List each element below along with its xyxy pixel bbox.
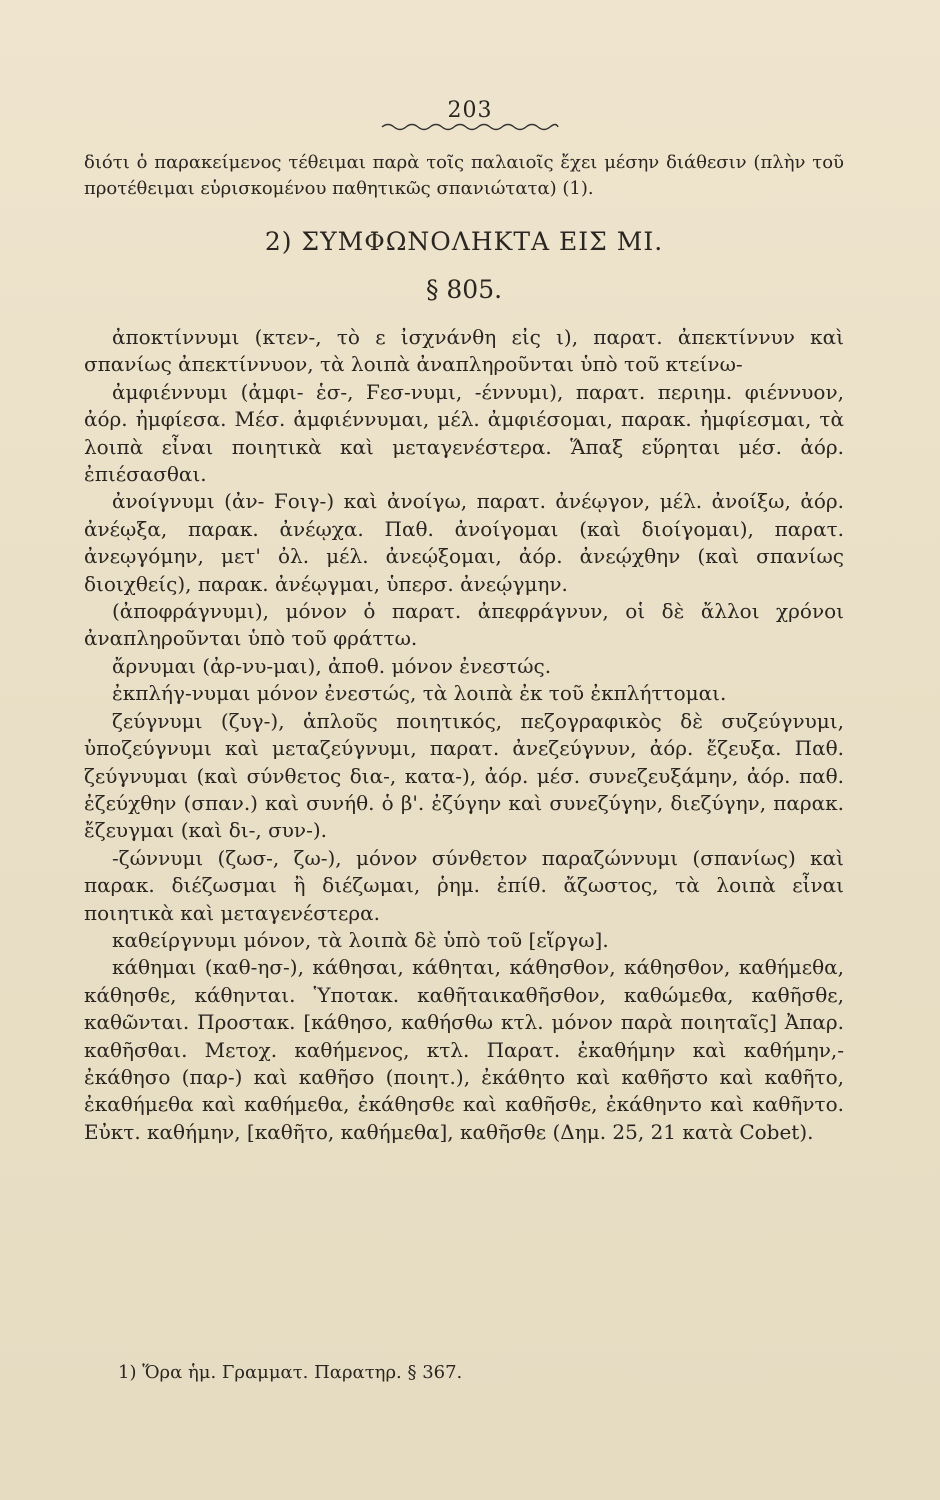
footnote: 1) Ὅρα ἡμ. Γραμματ. Παρατηρ. § 367.: [118, 1362, 463, 1383]
entry-apophragnymi: (ἀποφράγνυμι), μόνον ὁ παρατ. ἀπεφράγνυν, οἱ δὲ ἄλλοι χρόνοι ἀναπληροῦνται ὑπὸ τοῦ φράττω.: [84, 599, 844, 651]
entry-katheirgnymi: καθείργνυμι μόνον, τὰ λοιπὰ δὲ ὑπὸ τοῦ [εἵργω].: [112, 927, 609, 952]
entry-kathemai: κάθημαι (καθ-ησ-), κάθησαι, κάθηται, κάθησθον, κάθησθον, καθήμεθα, κάθησθε, κάθηνται. Ὑποτακ. καθῆταικαθῆσθον, καθώμεθα, καθῆσθε, καθῶνται. Προστακ. [κάθησο, καθήσθω κτλ. μόνον παρὰ ποιηταῖς] Ἀπαρ. καθῆσθαι. Μετοχ. καθήμενος, κτλ. Παρατ. ἐκαθήμην καὶ καθήμην,- ἐκάθησο (παρ-) καὶ καθῆσο (ποιητ.), ἐκάθητο καὶ καθῆστο καὶ καθῆτο, ἐκαθήμεθα καὶ καθήμεθα, ἐκάθησθε καὶ καθῆσθε, ἐκάθηντο καὶ καθῆντο. Εὐκτ. καθήμην, [καθῆτο, καθήμεθα], καθῆσθε (Δημ. 25, 21 κατὰ Cobet).: [84, 955, 844, 1144]
page-number: 203: [447, 98, 493, 123]
entry-apokteinnymi: ἀποκτίννυμι (κτεν-, τὸ ε ἰσχνάνθη εἰς ι), παρατ. ἀπεκτίννυν καὶ σπανίως ἀπεκτίννυον, τὰ λοιπὰ ἀναπληροῦνται ὑπὸ τοῦ κτείνω-: [84, 325, 844, 377]
verb-entries: [84, 324, 844, 1146]
intro-paragraph: διότι ὁ παρακείμενος τέθειμαι παρὰ τοῖς παλαιοῖς ἔχει μέσην διάθεσιν (πλὴν τοῦ προτέθειμαι εὑρισκομένου παθητικῶς σπανιώτατα) (1).: [84, 152, 844, 199]
entry-zonnymi: -ζώννυμι (ζωσ-, ζω-), μόνον σύνθετον παραζώννυμι (σπανίως) καὶ παρακ. διέζωσμαι ἢ διέζωμαι, ῥημ. ἐπίθ. ἄζωστος, τὰ λοιπὰ εἶναι ποιητικὰ καὶ μεταγενέστερα.: [84, 845, 844, 925]
main-text: [84, 150, 844, 1146]
ornament-rule: [380, 120, 560, 134]
entry-zeugnymi: ζεύγνυμι (ζυγ-), ἁπλοῦς ποιητικός, πεζογραφικὸς δὲ συζεύγνυμι, ὑποζεύγνυμι καὶ μεταζεύγνυμι, παρατ. ἀνεζεύγνυν, ἀόρ. ἔζευξα. Παθ. ζεύγνυμαι (καὶ σύνθετος δια-, κατα-), ἀόρ. μέσ. συνεζευξάμην, ἀόρ. παθ. ἐζεύχθην (σπαν.) καὶ συνήθ. ὁ β'. ἐζύγην καὶ συνεζύγην, διεζύγην, παρακ. ἔζευγμαι (καὶ δι-, συν-).: [84, 708, 844, 843]
entry-arnymai: ἄρνυμαι (ἀρ-νυ-μαι), ἀποθ. μόνον ἐνεστώς.: [112, 653, 552, 678]
paragraph-number: § 805.: [425, 274, 503, 304]
entry-amphiennymi: ἀμφιέννυμι (ἀμφι- ἑσ-, Ϝεσ-νυμι, -έννυμι), παρατ. περιημ. φιέννυον, ἀόρ. ἠμφίεσα. Μέσ. ἀμφιέννυμαι, μέλ. ἀμφιέσομαι, παρακ. ἠμφίεσμαι, τὰ λοιπὰ εἶναι ποιητικὰ καὶ μεταγενέστερα. Ἅπαξ εὕρηται μέσ. ἀόρ. ἐπιέσασθαι.: [84, 379, 844, 487]
section-heading: 2) ΣΥΜΦΩΝΟΛΗΚΤΑ ΕΙΣ ΜΙ.: [264, 227, 664, 256]
entry-anoignymi: ἀνοίγνυμι (ἀν- Ϝοιγ-) καὶ ἀνοίγω, παρατ. ἀνέῳγον, μέλ. ἀνοίξω, ἀόρ. ἀνέῳξα, παρακ. ἀνέῳχα. Παθ. ἀνοίγομαι (καὶ διοίγομαι), παρατ. ἀνεῳγόμην, μετ' ὀλ. μέλ. ἀνεῴξομαι, ἀόρ. ἀνεῴχθην (καὶ σπανίως διοιχθείς), παρακ. ἀνέῳγμαι, ὑπερσ. ἀνεῴγμην.: [84, 489, 844, 596]
entry-ekplegnymai: ἐκπλήγ-νυμαι μόνον ἐνεστώς, τὰ λοιπὰ ἐκ τοῦ ἐκπλήττομαι.: [112, 681, 727, 706]
